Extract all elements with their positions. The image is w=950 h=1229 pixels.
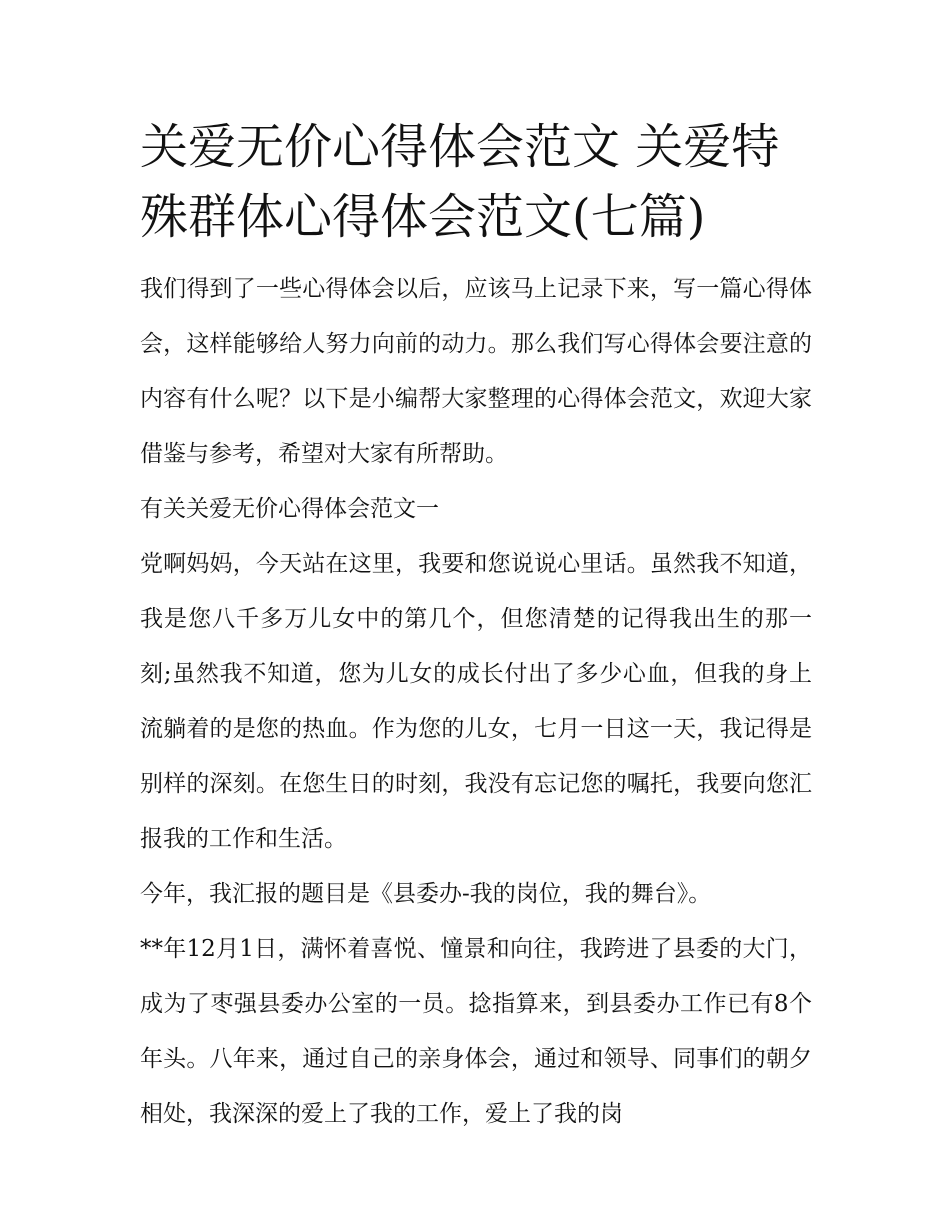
section-heading: 有关关爱无价心得体会范文一 (140, 496, 439, 522)
body-paragraph: **年12月1日，满怀着喜悦、憧景和向往，我跨进了县委的大门，成为了枣强县委办公室的一员。捻指算来，到县委办工作已有8个年头。八年来，通过自己的亲身体会，通过和领导、同事们的朝夕相处，我深深的爱上了我的工作，爱上了我的岗 (140, 936, 812, 1127)
intro-paragraph: 我们得到了一些心得体会以后，应该马上记录下来，写一篇心得体会，这样能够给人努力向前的动力。那么我们写心得体会要注意的内容有什么呢？以下是小编帮大家整理的心得体会范文，欢迎大家借鉴与参考，希望对大家有所帮助。 (140, 276, 812, 467)
document-title: 关爱无价心得体会范文 关爱特殊群体心得体会范文(七篇) (140, 119, 780, 245)
body-paragraph: 党啊妈妈，今天站在这里，我要和您说说心里话。虽然我不知道，我是您八千多万儿女中的第几个，但您清楚的记得我出生的那一刻;虽然我不知道，您为儿女的成长付出了多少心血，但我的身上流躺着的是您的热血。作为您的儿女，七月一日这一天，我记得是别样的深刻。在您生日的时刻，我没有忘记您的嘱托，我要向您汇报我的工作和生活。 (140, 551, 812, 852)
document-body (140, 112, 812, 1142)
body-paragraph: 今年，我汇报的题目是《县委办-我的岗位，我的舞台》。 (140, 881, 712, 907)
